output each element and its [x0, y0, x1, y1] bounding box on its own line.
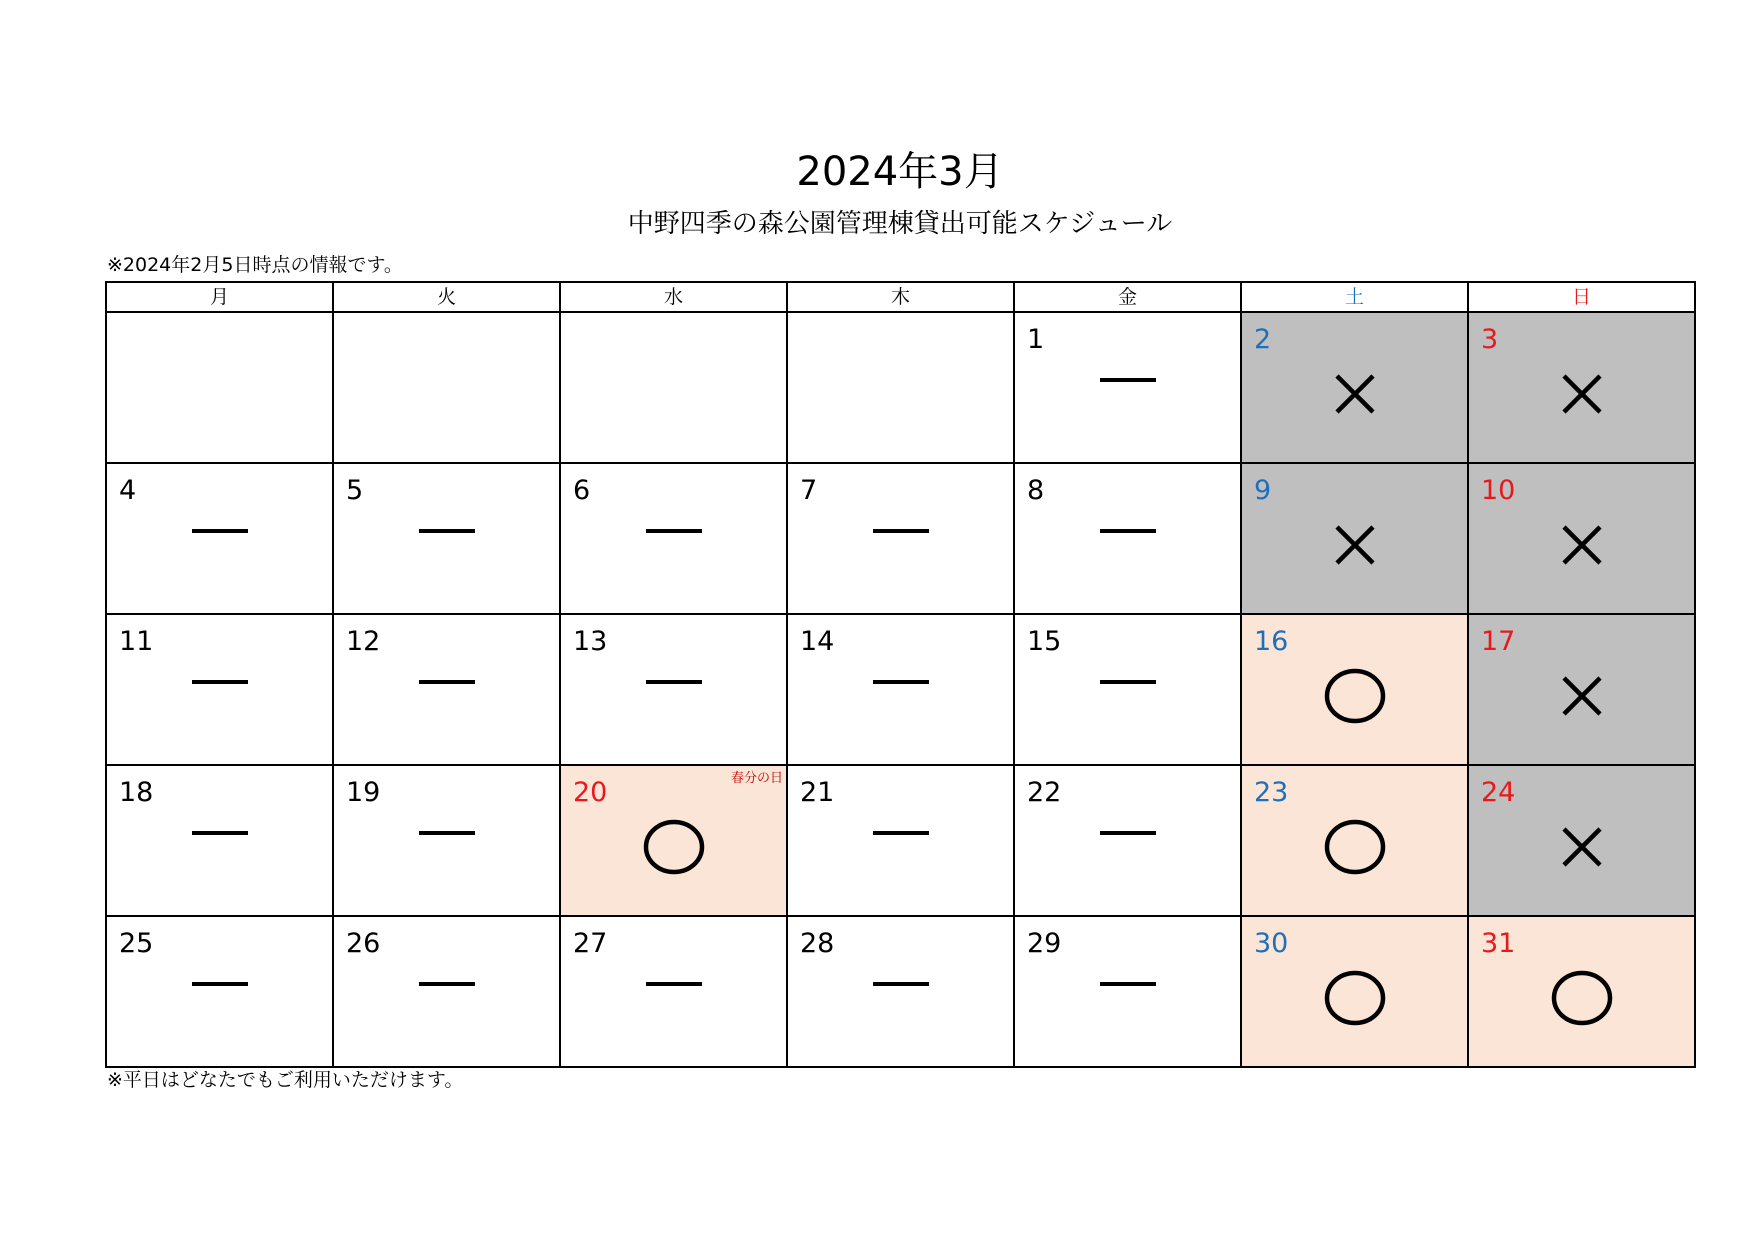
dash-mark-icon — [192, 529, 248, 533]
dash-mark-icon — [419, 680, 475, 684]
day-number: 14 — [800, 626, 835, 657]
day-cell-5 — [333, 463, 560, 614]
cross-mark-icon — [1333, 523, 1377, 567]
day-number: 6 — [573, 475, 591, 506]
dash-mark-icon — [419, 831, 475, 835]
weekday-sat: 土 — [1241, 282, 1468, 312]
day-number: 26 — [346, 928, 381, 959]
circle-mark-icon — [1550, 969, 1614, 1027]
cross-mark-icon — [1560, 674, 1604, 718]
dash-mark-icon — [192, 831, 248, 835]
day-cell-17 — [1468, 614, 1695, 765]
day-cell-26 — [333, 916, 560, 1067]
day-number: 4 — [119, 475, 137, 506]
day-cell-16 — [1241, 614, 1468, 765]
day-number: 20 — [573, 777, 608, 808]
day-cell-4 — [106, 463, 333, 614]
day-number: 8 — [1027, 475, 1045, 506]
dash-mark-icon — [1100, 680, 1156, 684]
day-number: 30 — [1254, 928, 1289, 959]
day-cell-29 — [1014, 916, 1241, 1067]
day-cell-8 — [1014, 463, 1241, 614]
dash-mark-icon — [1100, 378, 1156, 382]
day-cell-1 — [1014, 312, 1241, 463]
day-number: 22 — [1027, 777, 1062, 808]
calendar-body — [106, 312, 1695, 1067]
day-cell-31 — [1468, 916, 1695, 1067]
day-cell-27 — [560, 916, 787, 1067]
page-title: 2024年3月 — [796, 149, 1004, 195]
dash-mark-icon — [873, 680, 929, 684]
day-number: 24 — [1481, 777, 1516, 808]
day-cell-18 — [106, 765, 333, 916]
day-cell-14 — [787, 614, 1014, 765]
day-number: 18 — [119, 777, 154, 808]
day-number: 7 — [800, 475, 818, 506]
weekday-mon: 月 — [106, 282, 333, 312]
day-number: 1 — [1027, 324, 1045, 355]
day-cell-21 — [787, 765, 1014, 916]
day-number: 17 — [1481, 626, 1516, 657]
day-cell-20 — [560, 765, 787, 916]
day-number: 31 — [1481, 928, 1516, 959]
weekday-fri: 金 — [1014, 282, 1241, 312]
day-number: 2 — [1254, 324, 1272, 355]
day-cell-23 — [1241, 765, 1468, 916]
day-number: 15 — [1027, 626, 1062, 657]
circle-mark-icon — [642, 818, 706, 876]
day-number: 23 — [1254, 777, 1289, 808]
calendar-week-row — [106, 765, 1695, 916]
dash-mark-icon — [873, 831, 929, 835]
dash-mark-icon — [873, 982, 929, 986]
day-number: 5 — [346, 475, 364, 506]
weekday-thu: 木 — [787, 282, 1014, 312]
empty-day-cell — [333, 312, 560, 463]
circle-mark-icon — [1323, 818, 1387, 876]
day-cell-12 — [333, 614, 560, 765]
calendar-week-row — [106, 463, 1695, 614]
weekday-wed: 水 — [560, 282, 787, 312]
day-cell-22 — [1014, 765, 1241, 916]
day-cell-30 — [1241, 916, 1468, 1067]
dash-mark-icon — [1100, 982, 1156, 986]
weekday-header-row — [106, 282, 1695, 312]
cross-mark-icon — [1560, 523, 1604, 567]
circle-mark-icon — [1323, 969, 1387, 1027]
day-number: 9 — [1254, 475, 1272, 506]
cross-mark-icon — [1560, 825, 1604, 869]
holiday-label: 春分の日 — [730, 771, 783, 786]
empty-day-cell — [106, 312, 333, 463]
day-number: 28 — [800, 928, 835, 959]
info-date-note: ※2024年2月5日時点の情報です。 — [107, 254, 403, 276]
weekday-tue: 火 — [333, 282, 560, 312]
day-number: 25 — [119, 928, 154, 959]
page-subtitle: 中野四季の森公園管理棟貸出可能スケジュール — [627, 209, 1173, 239]
empty-day-cell — [560, 312, 787, 463]
calendar-week-row — [106, 916, 1695, 1067]
day-cell-6 — [560, 463, 787, 614]
day-number: 13 — [573, 626, 608, 657]
day-cell-2 — [1241, 312, 1468, 463]
dash-mark-icon — [192, 982, 248, 986]
calendar-week-row — [106, 614, 1695, 765]
dash-mark-icon — [419, 982, 475, 986]
day-cell-19 — [333, 765, 560, 916]
day-number: 11 — [119, 626, 154, 657]
day-cell-11 — [106, 614, 333, 765]
day-number: 27 — [573, 928, 608, 959]
weekday-usage-note: ※平日はどなたでもご利用いただけます。 — [107, 1069, 464, 1091]
dash-mark-icon — [646, 529, 702, 533]
dash-mark-icon — [192, 680, 248, 684]
day-cell-13 — [560, 614, 787, 765]
circle-mark-icon — [1323, 667, 1387, 725]
weekday-sun: 日 — [1468, 282, 1695, 312]
dash-mark-icon — [1100, 529, 1156, 533]
dash-mark-icon — [646, 982, 702, 986]
day-number: 3 — [1481, 324, 1499, 355]
dash-mark-icon — [873, 529, 929, 533]
empty-day-cell — [787, 312, 1014, 463]
day-number: 12 — [346, 626, 381, 657]
dash-mark-icon — [419, 529, 475, 533]
cross-mark-icon — [1560, 372, 1604, 416]
day-cell-28 — [787, 916, 1014, 1067]
day-number: 16 — [1254, 626, 1289, 657]
dash-mark-icon — [646, 680, 702, 684]
day-number: 21 — [800, 777, 835, 808]
dash-mark-icon — [1100, 831, 1156, 835]
day-number: 29 — [1027, 928, 1062, 959]
day-cell-15 — [1014, 614, 1241, 765]
calendar-table — [105, 281, 1696, 1068]
day-cell-24 — [1468, 765, 1695, 916]
day-number: 19 — [346, 777, 381, 808]
day-cell-25 — [106, 916, 333, 1067]
day-number: 10 — [1481, 475, 1516, 506]
cross-mark-icon — [1333, 372, 1377, 416]
day-cell-3 — [1468, 312, 1695, 463]
day-cell-9 — [1241, 463, 1468, 614]
calendar-week-row — [106, 312, 1695, 463]
day-cell-10 — [1468, 463, 1695, 614]
day-cell-7 — [787, 463, 1014, 614]
